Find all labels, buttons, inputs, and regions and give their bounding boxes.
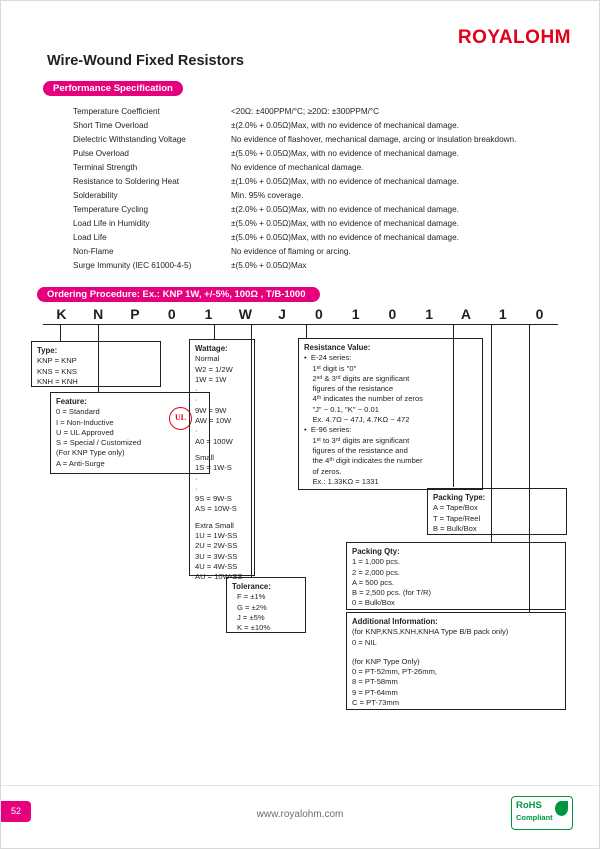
table-row: [73, 203, 573, 217]
wattage-group-title: Normal: [195, 354, 220, 364]
type-header: Type:: [37, 346, 58, 355]
packing-type-item: A = Tape/Box: [433, 503, 478, 513]
packing-type-box: [427, 488, 567, 535]
table-row: [73, 133, 573, 147]
perf-label: Terminal Strength: [73, 163, 138, 172]
code-char: 1: [498, 306, 507, 322]
packing-type-header: Packing Type:: [433, 493, 486, 502]
resistance-value-box: [298, 338, 483, 490]
tolerance-item: G = ±2%: [237, 602, 267, 612]
additional-info-item: C = PT-73mm: [352, 698, 400, 708]
resistance-item: 1ˢᵗ to 3ʳᵈ digits are significant: [304, 435, 410, 445]
perf-label: Pulse Overload: [73, 149, 129, 158]
additional-info-item: 0 = PT-52mm, PT-26mm,: [352, 667, 438, 677]
perf-label: Short Time Overload: [73, 121, 149, 130]
table-row: [73, 105, 573, 119]
code-char: 1: [204, 306, 213, 322]
resistance-item: • E-96 series:: [304, 425, 352, 435]
perf-value: ±(2.0% + 0.05Ω)Max, with no evidence of mechanical damage.: [231, 121, 459, 130]
type-item: KNH = KNH: [37, 376, 78, 386]
leader-line: [60, 324, 61, 341]
rohs-line2: Compliant: [516, 813, 553, 822]
wattage-item: 4U = 4W-SS: [195, 561, 238, 571]
feature-item: A = Anti-Surge: [56, 458, 105, 468]
perf-label: Resistance to Soldering Heat: [73, 177, 180, 186]
packing-qty-header: Packing Qty:: [352, 547, 400, 556]
wattage-item: AW = 10W: [195, 416, 232, 426]
additional-info-item: 0 = NIL: [352, 637, 377, 647]
part-number-code: [43, 306, 558, 322]
resistance-item: "J" ~ 0.1, "K" ~ 0.01: [304, 404, 379, 414]
spacer: [352, 648, 560, 657]
feature-item: S = Special / Customized: [56, 438, 142, 448]
leader-line: [306, 324, 307, 338]
additional-info-item: 8 = PT-58mm: [352, 677, 398, 687]
feature-box: [50, 392, 210, 474]
wattage-group-title: Extra Small: [195, 520, 234, 530]
perf-label: Surge Immunity (IEC 61000-4-5): [73, 261, 192, 270]
code-char: P: [130, 306, 140, 322]
additional-info-item: (for KNP Type Only): [352, 656, 420, 666]
wattage-item: 1S = 1W-S: [195, 463, 232, 473]
rohs-compliant-badge: [511, 796, 573, 830]
code-char: 0: [314, 306, 323, 322]
resistance-item: Ex. 4.7Ω ~ 47J, 4.7KΩ ~ 472: [304, 415, 410, 425]
code-char: J: [278, 306, 286, 322]
packing-qty-item: 2 = 2,000 pcs.: [352, 567, 400, 577]
type-item: KNP = KNP: [37, 356, 77, 366]
packing-qty-box: [346, 542, 566, 610]
feature-header: Feature:: [56, 397, 87, 406]
code-char: K: [56, 306, 67, 322]
resistance-item: the 4ᵗʰ digit indicates the number: [304, 456, 423, 466]
wattage-box: [189, 339, 255, 582]
tolerance-item: J = ±5%: [237, 612, 265, 622]
wattage-item: ·: [195, 426, 198, 436]
table-row: [73, 189, 573, 203]
perf-label: Temperature Cycling: [73, 205, 149, 214]
wattage-item: 1W = 1W: [195, 374, 227, 384]
code-char: 0: [535, 306, 544, 322]
perf-label: Temperature Coefficient: [73, 107, 160, 116]
resistance-item: 4ᵗʰ indicates the number of zeros: [304, 394, 423, 404]
packing-qty-item: A = 500 pcs.: [352, 577, 395, 587]
packing-type-item: T = Tape/Reel: [433, 513, 481, 523]
code-char: 0: [167, 306, 176, 322]
resistance-item: • E-24 series:: [304, 353, 352, 363]
table-row: [73, 259, 573, 273]
ordering-procedure-banner: Ordering Procedure: Ex.: KNP 1W, +/-5%, 100Ω , T/B-1000: [37, 287, 320, 302]
table-row: [73, 245, 573, 259]
packing-type-item: B = Bulk/Box: [433, 523, 477, 533]
resistance-item: 2ⁿᵈ & 3ʳᵈ digits are significant: [304, 373, 410, 383]
code-char: W: [238, 306, 252, 322]
perf-label: Non-Flame: [73, 247, 114, 256]
wattage-item: 9S = 9W-S: [195, 494, 232, 504]
perf-value: Min. 95% coverage.: [231, 191, 304, 200]
resistance-header: Resistance Value:: [304, 343, 371, 352]
resistance-item: 1ˢᵗ digit is "0": [304, 363, 357, 373]
perf-label: Load Life: [73, 233, 107, 242]
feature-item: I = Non-Inductive: [56, 417, 114, 427]
additional-info-item: (for KNP,KNS,KNH,KNHA Type B/B pack only): [352, 627, 509, 637]
wattage-item: 3U = 3W-SS: [195, 551, 238, 561]
performance-table: [73, 105, 573, 273]
wattage-item: ·: [195, 483, 198, 493]
ul-approval-icon: UL: [169, 407, 192, 430]
feature-item: 0 = Standard: [56, 407, 100, 417]
perf-value: No evidence of flashover, mechanical damage, arcing or insulation breakdown.: [231, 135, 517, 144]
perf-value: ±(5.0% + 0.05Ω)Max, with no evidence of mechanical damage.: [231, 233, 459, 242]
resistance-item: figures of the resistance and: [304, 445, 408, 455]
additional-info-header: Additional Information:: [352, 617, 438, 626]
perf-value: ±(1.0% + 0.05Ω)Max, with no evidence of mechanical damage.: [231, 177, 459, 186]
additional-info-box: [346, 612, 566, 710]
code-underline: [43, 324, 558, 325]
perf-label: Load Life in Humidity: [73, 219, 150, 228]
page-number: 52: [1, 801, 31, 822]
perf-value: No evidence of mechanical damage.: [231, 163, 364, 172]
type-box: [31, 341, 161, 387]
table-row: [73, 161, 573, 175]
wattage-item: 2U = 2W-SS: [195, 541, 238, 551]
performance-specification-banner: Performance Specification: [43, 81, 183, 96]
perf-value: <20Ω: ±400PPM/°C; ≥20Ω: ±300PPM/°C: [231, 107, 380, 116]
code-char: N: [93, 306, 104, 322]
table-row: [73, 119, 573, 133]
code-char: 1: [351, 306, 360, 322]
wattage-item: 9W = 9W: [195, 405, 227, 415]
type-item: KNS = KNS: [37, 366, 77, 376]
feature-item: (For KNP Type only): [56, 448, 125, 458]
table-row: [73, 217, 573, 231]
wattage-item: W2 = 1/2W: [195, 364, 233, 374]
resistance-item: figures of the resistance: [304, 384, 394, 394]
leader-line: [214, 324, 215, 339]
wattage-item: ·: [195, 385, 198, 395]
perf-value: ±(5.0% + 0.05Ω)Max, with no evidence of mechanical damage.: [231, 149, 459, 158]
tolerance-item: F = ±1%: [237, 592, 266, 602]
brand-logo: ROYALOHM: [457, 27, 571, 48]
code-char: 1: [425, 306, 434, 322]
wattage-item: ·: [195, 395, 198, 405]
resistance-item: Ex.: 1.33KΩ = 1331: [304, 476, 379, 486]
wattage-header: Wattage:: [195, 344, 228, 353]
wattage-item: 1U = 1W-SS: [195, 531, 238, 541]
tolerance-item: K = ±10%: [237, 623, 271, 633]
perf-value: ±(5.0% + 0.05Ω)Max: [231, 261, 307, 270]
perf-label: Solderability: [73, 191, 118, 200]
table-row: [73, 175, 573, 189]
additional-info-item: 9 = PT-64mm: [352, 687, 398, 697]
resistance-item: of zeros.: [304, 466, 342, 476]
rohs-line1: RoHS: [516, 800, 542, 811]
footer-divider: [1, 785, 599, 786]
packing-qty-item: 1 = 1,000 pcs.: [352, 557, 400, 567]
tolerance-box: [226, 577, 306, 633]
packing-qty-item: B = 2,500 pcs. (for T/R): [352, 588, 431, 598]
packing-qty-item: 0 = Bulk/Box: [352, 598, 395, 608]
wattage-item: AU = 10W-SS: [195, 572, 243, 582]
code-char: 0: [388, 306, 397, 322]
tolerance-header: Tolerance:: [232, 582, 271, 591]
perf-value: No evidence of flaming or arcing.: [231, 247, 351, 256]
feature-item: U = UL Approved: [56, 427, 114, 437]
page-title: Wire-Wound Fixed Resistors: [47, 53, 244, 69]
leaf-icon: [555, 801, 568, 816]
wattage-item: ·: [195, 473, 198, 483]
table-row: [73, 231, 573, 245]
table-row: [73, 147, 573, 161]
perf-label: Dielectric Withstanding Voltage: [73, 135, 186, 144]
wattage-item: A0 = 100W: [195, 436, 233, 446]
perf-value: ±(5.0% + 0.05Ω)Max, with no evidence of mechanical damage.: [231, 219, 459, 228]
wattage-item: AS = 10W-S: [195, 504, 237, 514]
code-char: A: [460, 306, 472, 322]
wattage-group-title: Small: [195, 452, 214, 462]
perf-value: ±(2.0% + 0.05Ω)Max, with no evidence of mechanical damage.: [231, 205, 459, 214]
footer-url[interactable]: www.royalohm.com: [256, 809, 344, 820]
